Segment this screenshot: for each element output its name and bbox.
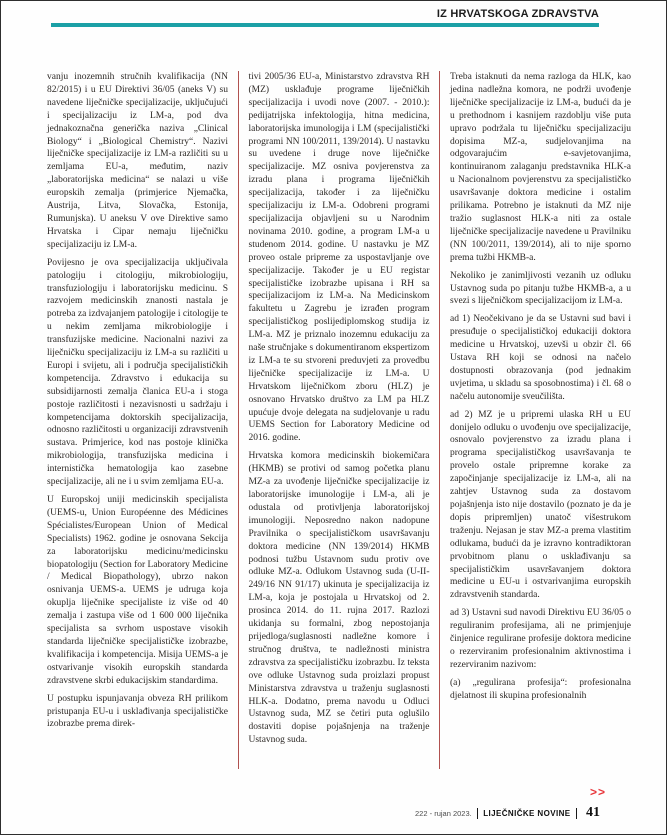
paragraph: ad 1) Neočekivano je da se Ustavni sud bavi i presuđuje o specijalističkoj edukaciji doktora medicine u Hrvatskoj, uzevši u obzir čl. 66 Ustava RH koji se odnosi na načelo dostupnosti obrazovanja (pod jednakim uvjetima, u skladu sa sposobnostima) i čl. 68 o načelu autonomije sveučilišta. (450, 314, 631, 402)
continued-marker-icon: >> (589, 785, 606, 799)
paragraph: Nekoliko je zanimljivosti vezanih uz odluku Ustavnog suda po pitanju tužbe HKMB-a, a u svezi s liječničkom specijalizacijom iz LM-a. (450, 270, 631, 307)
text-column-1 (47, 71, 228, 769)
paragraph: U postupku ispunjavanja obveza RH prilikom pristupanja EU-u i usklađivanja specijalističke izobrazbe prema direk- (47, 693, 228, 730)
footer-divider (576, 808, 578, 819)
paragraph: Povijesno je ova specijalizacija uključivala patologiju i citologiju, mikrobiologiju, transfuziologiju i laboratorijsku medicinu. S razvojem medicinskih znanosti nastala je potreba za izdvajanjem patologije i citologije te u nekim zemljama mikrobiologije i transfuzijske medicine. Nacionalni nazivi za liječničku specijalizaciju iz LM-a su različiti u Europi i svijetu, ali i područja specijalističkih kompetencija. Zdravstvo i edukacija su subsidijarnosti zemalja članica EU-a i stoga postoje različitosti i nezavisnosti u sadržaju i kompetencijama doktorskih specijalizacija, odnosno različitosti u organizaciji zdravstvenih sustava. Primjerice, kod nas postoje klinička mikrobiologija, transfuzijska medicina i internistička hematologija kao zasebne specijalizacije, ali ne i u svim zemljama EU-a. (47, 257, 228, 488)
accent-rule (51, 23, 599, 27)
article-columns (47, 71, 631, 769)
page-footer (415, 805, 600, 821)
paragraph: ad 3) Ustavni sud navodi Direktivu EU 36/05 o reguliranim profesijama, ali ne primjenjuje činjenice regulirane profesije doktora medicine o rezerviranim profesionalnim aktivnostima i rezerviranim nazivom: (450, 608, 631, 670)
paragraph: tivi 2005/36 EU-a, Ministarstvo zdravstva RH (MZ) usklađuje programe liječničkih specijalizacija i uvodi nove (2007. - 2010.): pedijatrijska infektologija, hitna medicina, laboratorijska imunologija i LM (specijalistički programi NN 100/2011, 139/2014). U nastavku su uvedene i druge nove liječničke specijalizacije. MZ osniva povjerenstva za izradu plana i programa liječničkih specijalizacija, također i za liječničku specijalizaciju iz LM-a. Odobreni programi specijalizacija objavljeni su u Narodnim novinama 2010. godine, a program LM-a u studenom 2014. godine. U nastavku je MZ proveo ostale pripreme za uspostavljanje ove specijalizacije. Također je u EU registar specijalističke izobrazbe upisana i RH sa specijalizacijom iz LM-a. Na Medicinskom fakultetu u Zagrebu je izrađen program specijalističkog poslijediplomskog studija iz LM-a. MZ je priznalo inozemnu edukaciju za naše stručnjake s dokumentiranom ekspertizom iz LM-a te su stvoreni preduvjeti za provedbu liječničke specijalizacije iz LM-a. U Hrvatskom liječničkom zboru (HLZ) je osnovano Hrvatsko društvo za LM pa HLZ upućuje dvoje delegata na sudjelovanje u radu UEMS Section for Laboratory Medicine od 2016. godine. (248, 72, 430, 444)
paragraph: vanju inozemnih stručnih kvalifikacija (NN 82/2015) i u EU Direktivi 36/05 (aneks V) su navedene liječničke specijalizacije, uključujući i specijalizaciju iz LM-a, pod dva jednakoznačna generička naziva „Clinical Biology“ i „Biological Chemistry“. Nazivi liječničke specijalizacije iz LM-a različiti su u zemljama EU-a, međutim, naziv „laboratorijska medicina“ se nalazi u više europskih zemalja (primjerice Njemačka, Austrija, Litva, Slovačka, Estonija, Rumunjska). U aneksu V ove Direktive samo Hrvatska i Cipar nemaju liječničku specijalizaciju iz LM-a. (47, 72, 228, 250)
page-number: 41 (586, 805, 600, 820)
paragraph: U Europskoj uniji medicinskih specijalista (UEMS-u, Union Européenne des Médicines Spécialistes/European Union of Medical Specialists) 1962. godine je osnovana Sekcija za laboratorijsku medicinu/medicinsku biopatologiju (Section for Laboratory Medicine / Medical Biopathology), ubrzo nakon osnivanja UEMS-a. UEMS je udruga koja okuplja liječnike specijaliste iz više od 40 zemalja i zastupa više od 1 600 000 liječnika specijalista sa svrhom uspostave visokih standarda liječničke specijalističke izobrazbe, kvalifikacija i kompetencija. Misija UEMS-a je ostvarivanje visokih europskih standarda zdravstvene skrbi edukacijskim standardima. (47, 495, 228, 686)
column-divider (439, 71, 440, 769)
text-column-3 (450, 71, 631, 769)
section-label: IZ HRVATSKOGA ZDRAVSTVA (436, 8, 599, 20)
paragraph: Treba istaknuti da nema razloga da HLK, kao jedina nadležna komora, ne podrži uvođenje liječničke specijalizacije iz LM-a, budući da je u prethodnom i kasnijem razdoblju više puta upravo podržala tu liječničku specijalizaciju dopisima MZ-a, sudjelovanjima na odgovarajućim e-savjetovanjima, kontinuiranom zalaganju predstavnika HLK-a u Nacionalnom povjerenstvu za specijalističko usavršavanje doktora medicine i ostalim prilikama. Potrebno je istaknuti da MZ nije tražio suglasnost HLK-a niti za ostale liječničke specijalizacije navedene u Pravilniku (NN 100/2011, 139/2014), ali to nije sporno prema tužbi HKMB-a. (450, 72, 631, 263)
issue-label: 222 - rujan 2023. (415, 808, 472, 818)
text-column-2 (249, 71, 430, 769)
paragraph: Hrvatska komora medicinskih biokemičara (HKMB) se protivi od samog početka planu MZ-a za uvođenje liječničke specijalizacije iz laboratorijske imunologije i LM-a, ali je odustala od protivljenja laboratorijskoj imunologiji. Neposredno nakon nadopune Pravilnika o specijalističkom usavršavanju doktora medicine (NN 139/2014) HKMB podnosi tužbu Ustavnom sudu protiv ove odluke MZ-a. Odlukom Ustavnog suda (U-II-249/16 NN 91/17) ukinuta je specijalizacija iz LM-a, koja je postojala u Hrvatskoj od 2. prosinca 2014. do 11. rujna 2017. Razlozi ukidanja su formalni, zbog nepostojanja prijedloga/suglasnosti nadležne komore i stručnog društva, te nadležnosti ministra zdravstva za specijalističku izobrazbu. Iz teksta ove odluke Ustavnog suda proizlazi propust Ministarstva zdravstva u traženju suglasnosti HLK-a. Dodatno, prema navodu u Odluci Ustavnog suda, MZ se četiri puta oglušilo dostaviti dopise pojašnjenja na traženje Ustavnog suda. (248, 451, 430, 746)
column-divider (238, 71, 239, 769)
publication-name: LIJEČNIČKE NOVINE (483, 808, 571, 818)
footer-divider (477, 808, 479, 819)
paragraph: (a) „regulirana profesija“: profesionalna djelatnost ili skupina profesionalnih (450, 677, 631, 701)
paragraph: ad 2) MZ je u pripremi ulaska RH u EU donijelo odluku o uvođenju ove specijalizacije, osnovalo povjerenstvo za izradu plana i programa specijalističkog usavršavanja te provelo ostale pripremne korake za započinjanje specijalizacije iz LM-a, ali na zahtjev Ustavnog suda za dostavom pojašnjenja isto nije dostavilo (poznato je da je dopis pripremljen) unatoč višestrukom traženju. Nejasan je stav MZ-a prema vlastitim odlukama, budući da je izravno kontradiktoran prvobitnom planu o usklađivanju sa specijalističkim usavršavanjem doktora medicine u EU-u i ostvarivanjima europskih zdravstvenih standarda. (450, 409, 631, 601)
